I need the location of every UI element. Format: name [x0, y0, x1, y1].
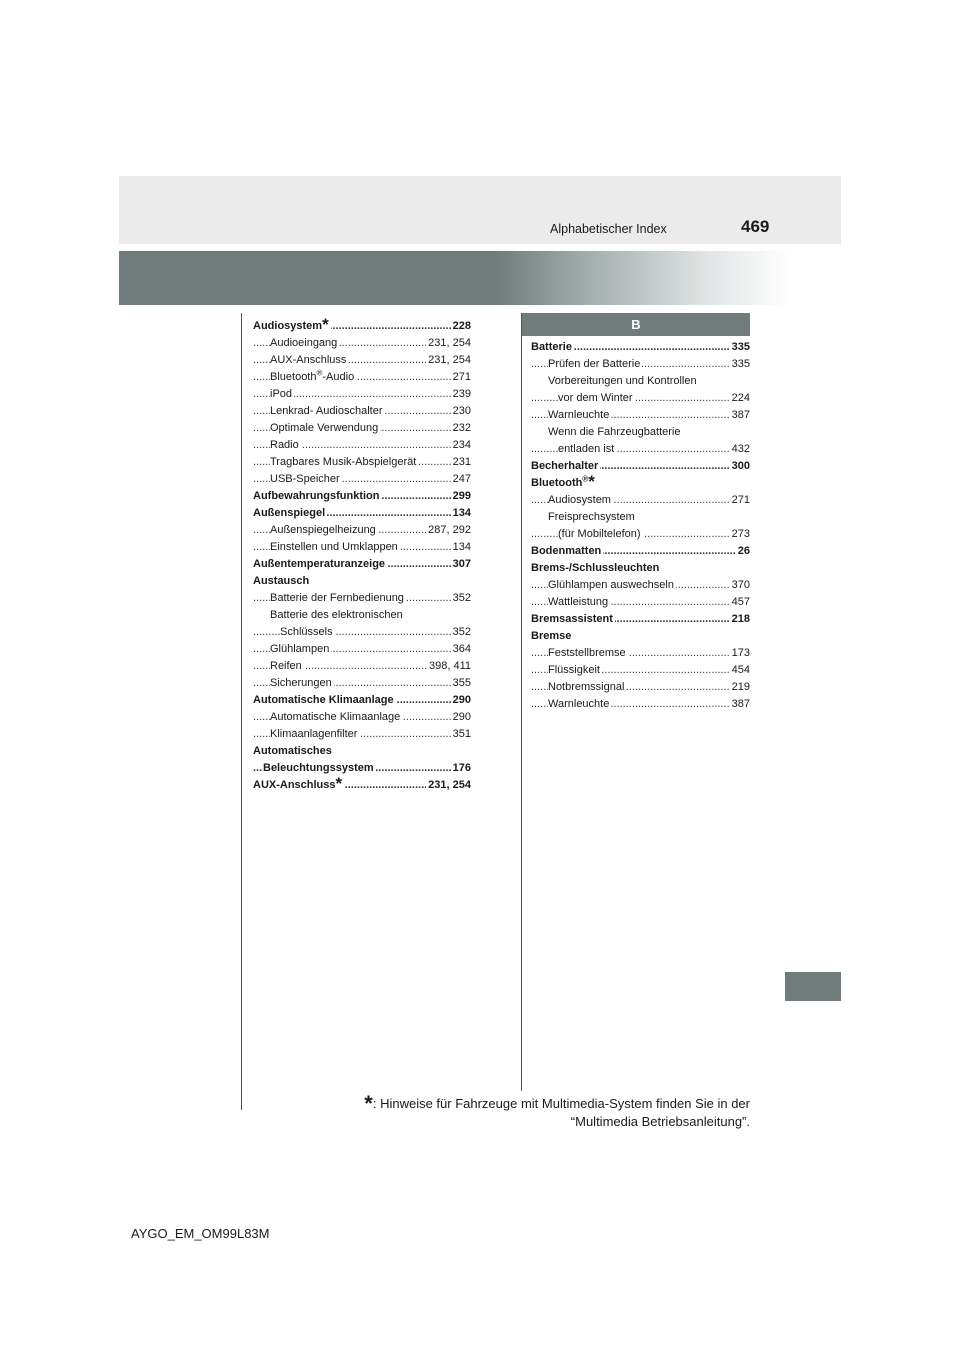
- index-entry-label: [253, 507, 327, 519]
- entry-text: Radio: [270, 439, 299, 451]
- entry-text: AUX-Anschluss: [270, 354, 347, 366]
- index-entry-page: 352: [451, 624, 471, 641]
- index-entry-page: 454: [730, 662, 750, 679]
- index-entry: [253, 590, 471, 607]
- index-entry-label: [270, 728, 359, 740]
- document-code: AYGO_EM_OM99L83M: [131, 1226, 270, 1241]
- entry-text: Bremsassistent: [531, 613, 613, 625]
- multimedia-note-star: *: [322, 318, 329, 334]
- index-entry: [531, 628, 750, 645]
- index-entry: [531, 560, 750, 577]
- index-entry-label: [548, 579, 676, 591]
- index-entry-page: 432: [730, 441, 750, 458]
- entry-text: Austausch: [253, 575, 310, 587]
- entry-text: Freisprechsystem: [548, 511, 635, 523]
- entry-text: Beleuchtungssystem: [263, 762, 374, 774]
- index-entry-label: [548, 426, 683, 438]
- index-entry: [531, 492, 750, 509]
- section-header-b: B: [522, 313, 750, 336]
- index-entry: [253, 505, 471, 522]
- index-entry: [253, 488, 471, 505]
- index-entry-page: 287, 292: [426, 522, 471, 539]
- index-entry: [253, 556, 471, 573]
- index-entry-label: [531, 562, 661, 574]
- index-entry: [531, 594, 750, 611]
- index-entry: [531, 441, 750, 458]
- entry-text: Wenn die Fahrzeugbatterie: [548, 426, 681, 438]
- index-entry: [253, 709, 471, 726]
- entry-text-suffix: -Audio: [322, 371, 355, 383]
- entry-text: Wattleistung: [548, 596, 609, 608]
- index-entry-label: [531, 477, 597, 489]
- index-entry: [531, 424, 750, 441]
- index-entry: [253, 777, 471, 794]
- index-entry: [531, 679, 750, 696]
- index-entry-page: 228: [451, 318, 471, 335]
- index-entry: [253, 454, 471, 471]
- index-entry-label: [548, 511, 637, 523]
- index-entry-page: 26: [736, 543, 750, 560]
- entry-text: Einstellen und Umklappen: [270, 541, 398, 553]
- index-entry-label: [531, 545, 603, 557]
- entry-text: Batterie der Fernbedienung: [270, 592, 404, 604]
- entry-text: Aufbewahrungsfunktion: [253, 490, 380, 502]
- index-entry-label: [270, 541, 400, 553]
- index-entry-label: [531, 460, 600, 472]
- index-entry-label: [270, 711, 402, 723]
- header-band: [119, 176, 841, 244]
- index-entry: [253, 437, 471, 454]
- index-entry-page: 300: [730, 458, 750, 475]
- index-entry-label: [548, 647, 628, 659]
- index-entry: [531, 339, 750, 356]
- index-entry-label: [253, 490, 382, 502]
- index-entry-label: [270, 524, 378, 536]
- chapter-thumb-tab: [785, 972, 841, 1001]
- index-entry-label: [548, 596, 610, 608]
- index-entry-label: [253, 779, 344, 791]
- index-entry: [253, 743, 471, 760]
- entry-text: Glühlampen: [270, 643, 330, 655]
- index-entry-label: [270, 473, 342, 485]
- index-entry-page: 335: [730, 356, 750, 373]
- entry-text: Bodenmatten: [531, 545, 602, 557]
- index-entry: [253, 760, 471, 777]
- entry-text: Flüssigkeit: [548, 664, 600, 676]
- entry-text: entladen ist: [558, 443, 615, 455]
- index-entry-label: [270, 371, 356, 383]
- index-entry-page: 387: [730, 696, 750, 713]
- index-column-left: [253, 318, 471, 794]
- entry-text: Außenspiegelheizung: [270, 524, 376, 536]
- index-entry: [531, 373, 750, 390]
- index-entry-label: [531, 341, 574, 353]
- entry-text: Außentemperaturanzeige: [253, 558, 386, 570]
- index-entry: [253, 522, 471, 539]
- index-entry: [531, 458, 750, 475]
- multimedia-note-star: *: [588, 475, 595, 491]
- index-entry: [253, 420, 471, 437]
- index-entry-page: 335: [730, 339, 750, 356]
- index-entry: [253, 335, 471, 352]
- index-entry-page: 273: [730, 526, 750, 543]
- index-entry-page: 230: [451, 403, 471, 420]
- index-entry: [253, 573, 471, 590]
- index-entry-label: [270, 354, 348, 366]
- index-entry-page: 299: [451, 488, 471, 505]
- index-entry-page: 231, 254: [426, 335, 471, 352]
- index-entry: [531, 696, 750, 713]
- index-entry: [253, 726, 471, 743]
- index-entry-page: 398, 411: [427, 658, 471, 675]
- index-entry-label: [253, 558, 387, 570]
- index-entry-label: [253, 575, 311, 587]
- index-entry-page: 290: [451, 709, 471, 726]
- entry-text: Optimale Verwendung: [270, 422, 379, 434]
- index-entry-page: 134: [451, 505, 471, 522]
- index-entry-page: 271: [730, 492, 750, 509]
- index-entry: [531, 509, 750, 526]
- entry-text: Automatische Klimaanlage: [253, 694, 394, 706]
- index-entry-label: [558, 528, 643, 540]
- entry-text: vor dem Winter: [558, 392, 633, 404]
- index-entry-page: 173: [730, 645, 750, 662]
- entry-text: Warnleuchte: [548, 698, 610, 710]
- entry-text: Automatisches: [253, 745, 332, 757]
- index-entry-label: [548, 698, 611, 710]
- entry-text: Batterie: [531, 341, 572, 353]
- entry-text: Glühlampen auswechseln: [548, 579, 674, 591]
- index-entry-label: [270, 643, 331, 655]
- index-entry-page: 351: [451, 726, 471, 743]
- index-entry: [531, 611, 750, 628]
- index-entry-label: [263, 762, 376, 774]
- registered-mark: ®: [582, 475, 589, 484]
- index-entry-page: 134: [451, 539, 471, 556]
- index-entry-page: 370: [730, 577, 750, 594]
- entry-text: (für Mobiltelefon): [558, 528, 641, 540]
- index-entry-label: [253, 694, 396, 706]
- index-entry-label: [270, 660, 304, 672]
- index-entry-page: 219: [730, 679, 750, 696]
- entry-text: Brems-/Schlussleuchten: [531, 562, 660, 574]
- footnote: [300, 1091, 750, 1131]
- index-entry-label: [270, 388, 294, 400]
- entry-text: Bluetooth: [531, 477, 583, 489]
- entry-text: Prüfen der Batterie: [548, 358, 641, 370]
- index-entry-page: 290: [451, 692, 471, 709]
- index-entry: [531, 645, 750, 662]
- index-entry-label: [558, 443, 616, 455]
- index-entry-page: 232: [451, 420, 471, 437]
- entry-text: Schlüssels: [280, 626, 333, 638]
- index-entry-page: 231: [451, 454, 471, 471]
- index-entry-label: [548, 494, 613, 506]
- index-column-right: [531, 339, 750, 713]
- index-entry-page: 231, 254: [426, 777, 471, 794]
- footnote-line2: “Multimedia Betriebsanleitung”.: [570, 1114, 750, 1129]
- index-entry-label: [280, 626, 335, 638]
- index-entry: [253, 318, 471, 335]
- index-entry-page: 176: [451, 760, 471, 777]
- index-entry-page: 457: [730, 594, 750, 611]
- index-entry: [531, 407, 750, 424]
- index-entry-label: [270, 337, 339, 349]
- index-entry-label: [270, 677, 334, 689]
- index-entry: [253, 369, 471, 386]
- index-entry-page: 231, 254: [426, 352, 471, 369]
- index-entry-label: [548, 409, 611, 421]
- index-entry: [253, 641, 471, 658]
- index-entry-label: [270, 439, 301, 451]
- entry-text: Audiosystem: [548, 494, 611, 506]
- chapter-bar: [119, 251, 841, 305]
- center-column-rule: [521, 313, 522, 1091]
- index-entry-label: [558, 392, 635, 404]
- index-entry-label: [548, 375, 699, 387]
- index-entry: [253, 352, 471, 369]
- index-entry: [531, 662, 750, 679]
- multimedia-note-star: *: [335, 777, 343, 793]
- index-entry: [531, 390, 750, 407]
- entry-text: Vorbereitungen und Kontrollen: [548, 375, 697, 387]
- index-entry-label: [531, 613, 615, 625]
- page-number: 469: [741, 217, 770, 236]
- index-entry: [253, 386, 471, 403]
- index-entry-page: 234: [451, 437, 471, 454]
- index-entry: [253, 539, 471, 556]
- index-entry-label: [548, 358, 642, 370]
- entry-text: Notbremssignal: [548, 681, 625, 693]
- entry-text: Batterie des elektronischen: [270, 609, 403, 621]
- entry-text: Audiosystem: [253, 320, 323, 332]
- index-entry: [253, 675, 471, 692]
- index-entry-page: 224: [730, 390, 750, 407]
- registered-mark: ®: [316, 369, 323, 378]
- index-entry-page: 364: [451, 641, 471, 658]
- entry-text: AUX-Anschluss: [253, 779, 336, 791]
- index-entry: [253, 624, 471, 641]
- index-entry: [531, 475, 750, 492]
- footnote-star: *: [364, 1091, 373, 1116]
- entry-text: USB-Speicher: [270, 473, 340, 485]
- entry-text: Becherhalter: [531, 460, 599, 472]
- page-header-title: Alphabetischer Index: [550, 222, 667, 236]
- entry-text: Lenkrad- Audioschalter: [270, 405, 383, 417]
- index-entry: [531, 526, 750, 543]
- entry-text: Bremse: [531, 630, 572, 642]
- index-entry-label: [548, 681, 626, 693]
- entry-text: Reifen: [270, 660, 302, 672]
- index-entry: [531, 577, 750, 594]
- index-entry: [253, 403, 471, 420]
- index-entry-page: 352: [451, 590, 471, 607]
- index-entry-page: 218: [730, 611, 750, 628]
- entry-text: Sicherungen: [270, 677, 332, 689]
- index-entry-label: [270, 456, 418, 468]
- index-entry-page: 387: [730, 407, 750, 424]
- index-entry: [253, 471, 471, 488]
- index-entry-page: 247: [451, 471, 471, 488]
- footnote-line1: : Hinweise für Fahrzeuge mit Multimedia-System finden Sie in der: [372, 1096, 750, 1111]
- index-entry: [253, 692, 471, 709]
- entry-text: iPod: [270, 388, 293, 400]
- left-column-rule: [241, 313, 242, 1110]
- entry-text: Warnleuchte: [548, 409, 610, 421]
- index-entry-label: [253, 745, 334, 757]
- index-entry-label: [531, 630, 573, 642]
- entry-text: Klimaanlagenfilter: [270, 728, 358, 740]
- entry-text: Audioeingang: [270, 337, 338, 349]
- index-entry-label: [548, 664, 602, 676]
- index-entry-label: [253, 320, 331, 332]
- entry-text: Automatische Klimaanlage: [270, 711, 401, 723]
- index-entry-label: [270, 592, 406, 604]
- index-entry: [531, 543, 750, 560]
- index-entry: [253, 607, 471, 624]
- entry-text: Bluetooth: [270, 371, 317, 383]
- index-entry-label: [270, 422, 380, 434]
- entry-text: Außenspiegel: [253, 507, 326, 519]
- index-entry-label: [270, 609, 405, 621]
- index-entry: [531, 356, 750, 373]
- index-entry-page: 271: [451, 369, 471, 386]
- entry-text: Feststellbremse: [548, 647, 626, 659]
- index-entry: [253, 658, 471, 675]
- index-entry-label: [270, 405, 385, 417]
- entry-text: Tragbares Musik-Abspielgerät: [270, 456, 417, 468]
- index-entry-page: 307: [451, 556, 471, 573]
- index-entry-page: 355: [451, 675, 471, 692]
- index-entry-page: 239: [451, 386, 471, 403]
